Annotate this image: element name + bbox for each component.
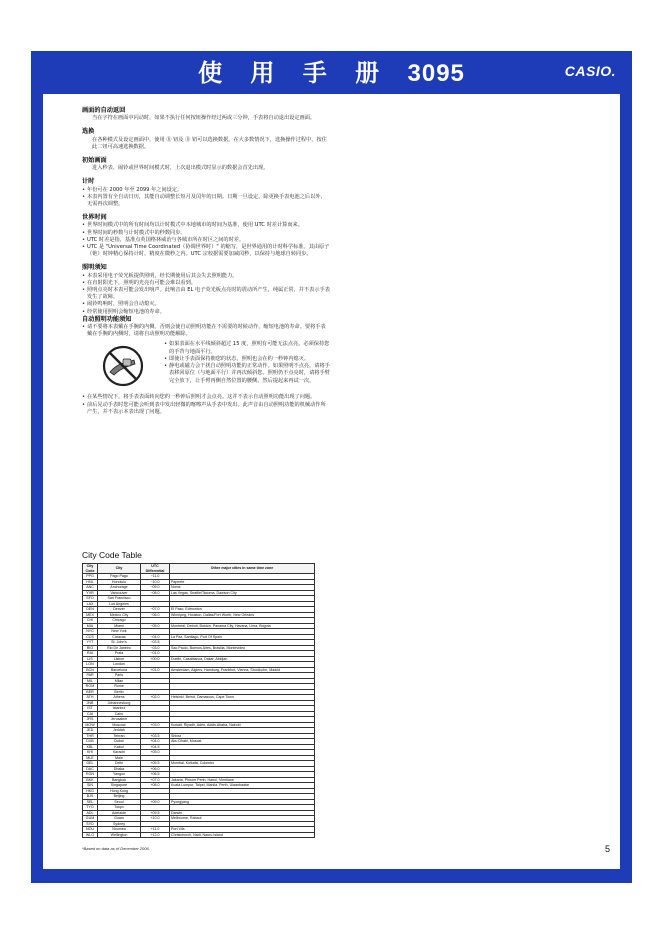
world-time-list <box>82 222 330 258</box>
scroll-title: 选换 <box>82 128 95 136</box>
table-cell-other: Shiraz <box>170 733 315 739</box>
table-cell-city: Johannesburg <box>98 700 141 706</box>
table-cell-city: Chicago <box>98 618 141 624</box>
list-item: • 世界时间的秒数与计时模式中的秒数同步。 <box>82 230 330 237</box>
column-header-other: Other major cities in same time zone <box>170 564 315 574</box>
list-item: • 如果表面在水平线倾斜超过 15 度，照明有可能无法点亮。必须保持您的手背与地面平行。 <box>164 341 330 355</box>
table-cell-code: SEL <box>83 799 98 805</box>
table-cell-code: JRS <box>83 717 98 723</box>
table-cell-city: Dubai <box>98 739 141 745</box>
table-cell-city: St. John's <box>98 640 141 646</box>
table-cell-other: Dublin, Casablanca, Dakar, Abidjan <box>170 656 315 662</box>
table-cell-code: DEN <box>83 607 98 613</box>
table-cell-utc: +03.5 <box>141 733 170 739</box>
table-cell-code: LIS <box>83 656 98 662</box>
table-cell-other: Jakarta, Phnom Penh, Hanoi, Vientiane <box>170 777 315 783</box>
table-cell-utc: +01.0 <box>141 667 170 673</box>
table-cell-city: Hong Kong <box>98 788 141 794</box>
table-cell-other: Melbourne, Rabaul <box>170 816 315 822</box>
table-cell-city: Istanbul <box>98 706 141 712</box>
table-cell-utc: −01.0 <box>141 651 170 657</box>
table-cell-code: MIA <box>83 623 98 629</box>
list-item: • UTC 时差是指，基准点英国格林威治与各城市所在时区之间的时差。 <box>82 237 330 244</box>
table-cell-code: GUM <box>83 816 98 822</box>
list-item: • 本表采用电子荧光板提供照明，经长期使用后其会失去照明能力。 <box>82 273 330 280</box>
table-cell-code: JED <box>83 728 98 734</box>
table-cell-other: Kuwait, Riyadh, Aden, Addis Ababa, Nairobi <box>170 722 315 728</box>
table-cell-code: DAC <box>83 766 98 772</box>
table-cell-city: Wellington <box>98 832 141 838</box>
table-cell-utc: +09.0 <box>141 799 170 805</box>
page-frame <box>31 51 632 883</box>
table-cell-other: Christchurch, Nadi, Nauru Island <box>170 832 315 838</box>
table-cell-city: Kabul <box>98 744 141 750</box>
table-cell-city: Seoul <box>98 799 141 805</box>
table-cell-code: NYC <box>83 629 98 635</box>
table-cell-city: Tokyo <box>98 805 141 811</box>
initial-screen-text: 进入秒表、闹铃或世界时间模式时，上次退出模式时显示的数据会首先出现。 <box>92 165 269 172</box>
table-cell-code: DXB <box>83 739 98 745</box>
brand-logo: CASIO. <box>564 63 616 79</box>
table-cell-city: Rome <box>98 684 141 690</box>
table-cell-utc: +07.0 <box>141 777 170 783</box>
table-cell-utc: +10.0 <box>141 816 170 822</box>
table-cell-other: Kuala Lumpur, Taipei, Manila, Perth, Ulaanbaatar <box>170 783 315 789</box>
table-cell-code: LON <box>83 662 98 668</box>
table-cell-other: Sao Paulo, Buenos Aires, Brasilia, Montevideo <box>170 645 315 651</box>
timekeeping-title: 计时 <box>82 178 95 186</box>
column-header-code: City Code <box>83 564 98 574</box>
table-cell-other: Helsinki, Beirut, Damascus, Cape Town <box>170 695 315 701</box>
table-cell-city: Lisbon <box>98 656 141 662</box>
page-number: 5 <box>604 844 610 854</box>
table-cell-other: Las Vegas, Seattle/Tacoma, Dawson City <box>170 590 315 596</box>
table-cell-city: Noumea <box>98 827 141 833</box>
table-cell-utc: −04.0 <box>141 634 170 640</box>
table-cell-city: Jerusalem <box>98 717 141 723</box>
table-cell-city: Karachi <box>98 750 141 756</box>
auto-light-title: 自动照明功能须知 <box>82 315 132 323</box>
list-item: • 请不要将本表戴在手腕的内侧。否则会使自动照明功能在不需要的时候动作，缩短电池的寿命。要将手表戴在手腕的内侧时，请将自动照明功能解除。 <box>82 324 330 338</box>
table-cell-code: MEX <box>83 612 98 618</box>
table-cell-code: SFO <box>83 596 98 602</box>
table-cell-code: PPG <box>83 574 98 580</box>
table-cell-city: Rio De Janeiro <box>98 645 141 651</box>
auto-light-list-top <box>82 324 330 338</box>
table-cell-code: THR <box>83 733 98 739</box>
no-arm-turned-inward-icon <box>82 341 164 391</box>
page-content <box>43 94 620 869</box>
table-cell-code: CCS <box>83 634 98 640</box>
table-cell-code: MIL <box>83 678 98 684</box>
table-cell-other: Pyongyang <box>170 799 315 805</box>
table-cell-city: Beijing <box>98 794 141 800</box>
table-cell-code: BCN <box>83 667 98 673</box>
caution-block <box>82 341 330 391</box>
table-cell-other: Winnipeg, Houston, Dallas/Fort Worth, New Orleans <box>170 612 315 618</box>
table-cell-other: Montreal, Detroit, Boston, Panama City, Havana, Lima, Bogota <box>170 623 315 629</box>
table-cell-code: TYO <box>83 805 98 811</box>
table-cell-code: BKK <box>83 777 98 783</box>
table-cell-code: IST <box>83 706 98 712</box>
table-cell-code: JNB <box>83 700 98 706</box>
table-cell-code: HNL <box>83 579 98 585</box>
table-cell-city: Mexico City <box>98 612 141 618</box>
column-header-city: City <box>98 564 141 574</box>
table-cell-other: Papeete <box>170 579 315 585</box>
list-item: • 静电或磁力会干扰自动照明功能的正常动作。如果照明不点亮，请将手表移回原位（与地面平行）并再次倾斜您。照明仍不点亮时，请将手臂完全放下，让手臂再侧自然位置的腰侧，然后提起来再试一次。 <box>164 363 330 385</box>
table-cell-utc: +11.0 <box>141 827 170 833</box>
table-cell-code: ANC <box>83 585 98 591</box>
timekeeping-list <box>82 187 330 209</box>
manual-title-text: 使 用 手 册 <box>198 59 390 87</box>
table-header-row <box>83 564 315 574</box>
table-cell-utc: +08.0 <box>141 783 170 789</box>
table-cell-city: Barcelona <box>98 667 141 673</box>
table-cell-city: Praia <box>98 651 141 657</box>
table-cell-code: KBL <box>83 744 98 750</box>
table-cell-utc: +05.0 <box>141 750 170 756</box>
table-cell-city: New York <box>98 629 141 635</box>
list-item: • 即使让手表面保持朝您的状态，照明也会在约一秒钟内熄灭。 <box>164 356 330 363</box>
table-cell-code: CHI <box>83 618 98 624</box>
table-cell-code: DEL <box>83 761 98 767</box>
table-cell-other: El Paso, Edmonton <box>170 607 315 613</box>
table-cell-code: PAR <box>83 673 98 679</box>
table-cell-utc: −09.0 <box>141 585 170 591</box>
table-row <box>83 832 315 838</box>
header-bar <box>31 51 632 91</box>
table-cell-code: SYD <box>83 821 98 827</box>
table-cell-utc: −08.0 <box>141 590 170 596</box>
table-cell-code: BER <box>83 689 98 695</box>
table-cell-city: Male <box>98 755 141 761</box>
table-cell-code: ATH <box>83 695 98 701</box>
table-cell-code: YVR <box>83 590 98 596</box>
table-cell-utc: +12.0 <box>141 832 170 838</box>
list-item: • 照明点亮时本表可能会发出响声。此响音由 EL 电子荧光板点亮时的震动所产生，纯属正常，并不表示手表发生了故障。 <box>82 287 330 301</box>
table-cell-utc: +04.0 <box>141 739 170 745</box>
table-cell-city: Yangon <box>98 772 141 778</box>
list-item: • 在直射阳光下，照明的光亮有可能会难以看到。 <box>82 280 330 287</box>
table-cell-code: LAX <box>83 601 98 607</box>
table-cell-utc: +04.5 <box>141 744 170 750</box>
table-cell-city: Delhi <box>98 761 141 767</box>
table-cell-utc: +06.0 <box>141 766 170 772</box>
table-cell-other: Darwin <box>170 810 315 816</box>
table-cell-city: Tehran <box>98 733 141 739</box>
table-cell-city: Adelaide <box>98 810 141 816</box>
illumination-list <box>82 273 330 316</box>
table-cell-utc: −03.5 <box>141 640 170 646</box>
table-cell-city: Pago Pago <box>98 574 141 580</box>
table-cell-code: NOU <box>83 827 98 833</box>
table-cell-city: London <box>98 662 141 668</box>
table-cell-utc: +09.5 <box>141 810 170 816</box>
manual-title <box>31 53 632 88</box>
table-body <box>83 574 315 838</box>
table-cell-utc: +05.5 <box>141 761 170 767</box>
table-cell-city: Athens <box>98 695 141 701</box>
table-cell-other: La Paz, Santiago, Port Of Spain <box>170 634 315 640</box>
table-cell-code: SIN <box>83 783 98 789</box>
table-cell-city: Los Angeles <box>98 601 141 607</box>
table-cell-code: ROM <box>83 684 98 690</box>
table-cell-other: Nome <box>170 585 315 591</box>
table-footnote: *Based on data as of December 2006. <box>82 846 150 851</box>
table-cell-city: Caracas <box>98 634 141 640</box>
column-header-utc: UTC Differential <box>141 564 170 574</box>
table-cell-utc: +06.5 <box>141 772 170 778</box>
table-cell-code: WLG <box>83 832 98 838</box>
list-item: • 世界时间模式中的所有时间均以计时模式中本地城市的时间为基准，使用 UTC 时差计算而来。 <box>82 222 330 229</box>
table-cell-code: YYT <box>83 640 98 646</box>
table-cell-utc: −05.0 <box>141 623 170 629</box>
table-cell-city: Moscow <box>98 722 141 728</box>
auto-light-list-side <box>164 341 330 391</box>
table-cell-city: Vancouver <box>98 590 141 596</box>
table-cell-other: Amsterdam, Algiers, Hamburg, Frankfurt, Vienna, Stockholm, Madrid <box>170 667 315 673</box>
table-cell-utc: +03.0 <box>141 722 170 728</box>
illumination-title: 照明须知 <box>82 264 107 272</box>
table-title: City Code Table <box>82 550 142 560</box>
table-cell-city: Paris <box>98 673 141 679</box>
table-cell-city: Dhaka <box>98 766 141 772</box>
table-cell-other: Abu Dhabi, Muscat <box>170 739 315 745</box>
table-cell-code: BJS <box>83 794 98 800</box>
table-cell-city: Jeddah <box>98 728 141 734</box>
table-cell-utc: −03.0 <box>141 645 170 651</box>
table-cell-city: Milan <box>98 678 141 684</box>
table-cell-city: Guam <box>98 816 141 822</box>
table-cell-city: Bangkok <box>98 777 141 783</box>
table-cell-city: Berlin <box>98 689 141 695</box>
model-number: 3095 <box>407 60 465 87</box>
auto-return-text: 当在字符在画面中闪动时，如果不执行任何按钮操作经过两或三分钟，手表将自动退出设定画面。 <box>92 115 316 122</box>
table-cell-utc: +02.0 <box>141 695 170 701</box>
text-column <box>82 101 330 416</box>
world-time-title: 世界时间 <box>82 214 107 222</box>
table-cell-city: San Francisco <box>98 596 141 602</box>
table-cell-city: Sydney <box>98 821 141 827</box>
table-cell-code: KHI <box>83 750 98 756</box>
table-cell-utc: −11.0 <box>141 574 170 580</box>
list-item: • UTC 是 "Universal Time Coordinated（协调世界时）" 的缩写，是世界通用的计时科学标准。其由原子（铯）时钟精心保持计时，精度在微秒之内。UTC 宗校据需要加减闰秒，以保持与地球自转同步。 <box>82 244 330 258</box>
list-item: • 年份可在 2000 年至 2099 年之间设定。 <box>82 187 330 194</box>
list-item: • 前后晃动手表时您可能会听到表中发出轻微的喀嚓声从手表中发出。此声音由自动照明功能的机械动作所产生，并不表示本表出现了问题。 <box>82 402 330 416</box>
table-cell-other: Mumbai, Kolkata, Colombo <box>170 761 315 767</box>
table-cell-code: HKG <box>83 788 98 794</box>
auto-return-title: 画面的自动返回 <box>82 107 126 114</box>
table-cell-code: MOW <box>83 722 98 728</box>
table-cell-utc: −10.0 <box>141 579 170 585</box>
table-cell-code: RGN <box>83 772 98 778</box>
table-cell-code: CAI <box>83 711 98 717</box>
table-cell-city: Cairo <box>98 711 141 717</box>
scroll-text: 在各种模式及设定画面中，使用 Ⓑ 钮及 Ⓓ 钮可以选换数据。在大多数情况下，选换操作过程中，按住此二钮可高速选换数据。 <box>92 136 327 150</box>
table-cell-city: Singapore <box>98 783 141 789</box>
auto-light-list-bottom <box>82 394 330 416</box>
table-cell-other: Port Vila <box>170 827 315 833</box>
table-cell-city: Miami <box>98 623 141 629</box>
table-cell-city: Denver <box>98 607 141 613</box>
table-row <box>83 667 315 673</box>
list-item: • 经常使用照明会缩短电池的寿命。 <box>82 309 330 316</box>
initial-screen-title: 初始画面 <box>82 157 107 165</box>
list-item: • 在某些情况下，将手表表面转向您约一秒钟后照明才会点亮。这并不表示自动照明功能出现了问题。 <box>82 394 330 401</box>
table-cell-utc: −06.0 <box>141 612 170 618</box>
table-cell-city: Honolulu <box>98 579 141 585</box>
list-item: • 本表内置有全自动日历，其能自动调整长短月及闰年的日期。日期一旦设定，除更换手表电池之后以外，无需再次调整。 <box>82 194 330 208</box>
city-code-table <box>82 563 315 838</box>
table-cell-utc: −07.0 <box>141 607 170 613</box>
table-cell-city: Anchorage <box>98 585 141 591</box>
table-cell-code: MLE <box>83 755 98 761</box>
table-cell-code: RIO <box>83 645 98 651</box>
table-cell-code: RAI <box>83 651 98 657</box>
list-item: • 闹铃鸣响时，照明会自动熄灭。 <box>82 301 330 308</box>
table-cell-utc: +00.0 <box>141 656 170 662</box>
table-cell-code: ADL <box>83 810 98 816</box>
